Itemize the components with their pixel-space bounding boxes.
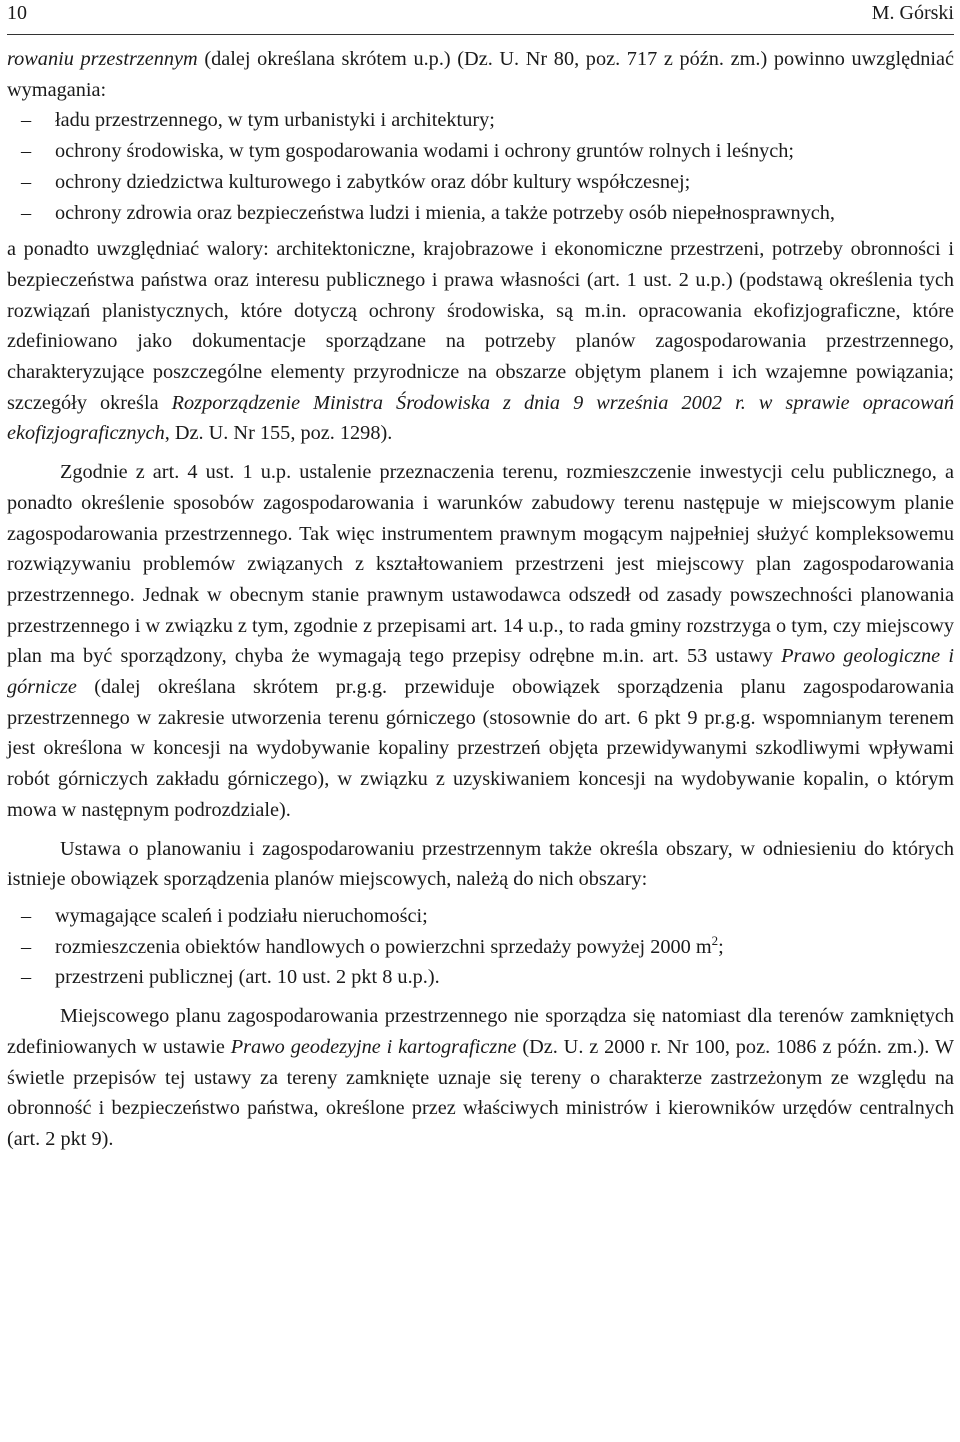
- list-item-punctuation: ;: [718, 935, 724, 958]
- list-item-text: ochrony zdrowia oraz bezpieczeństwa ludzi i mienia, a także potrzeby osób niepełnosprawnych,: [55, 201, 835, 224]
- paragraph-5-continuation: (Dz. U. z 2000 r. Nr 100, poz. 1086 z późn. zm.). W świetle przepisów tej ustawy za tereny zamknięte uznaje się tereny o charakterze zastrzeżonym ze względu na obronność i bezpieczeństwo państwa, określone przez właściwych ministrów i kierowników urzędów centralnych (art. 2 pkt 9).: [7, 1035, 954, 1150]
- paragraph-4: Ustawa o planowaniu i zagospodarowaniu przestrzennym także określa obszary, w odniesieniu do których istnieje obowiązek sporządzenia planów miejscowych, należą do nich obszary:: [7, 837, 954, 891]
- dash-bullet: –: [21, 140, 32, 163]
- page-number: 10: [7, 2, 27, 24]
- list-item: [7, 105, 954, 136]
- paragraph-3-continuation: (dalej określana skrótem pr.g.g. przewiduje obowiązek sporządzenia planu zagospodarowania przestrzennego w zakresie utworzenia terenu górniczego (stosownie do art. 6 pkt 9 pr.g.g. wspomnianym terenem jest określona w koncesji na wydobywanie kopaliny przestrzeń objęta przewidywanymi szkodliwymi wpływami robót górniczych zakładu górniczego), w związku z uzyskiwaniem koncesji na wydobywanie kopalin, o którym mowa w następnym podrozdziale).: [7, 676, 954, 821]
- dash-bullet: –: [21, 966, 32, 989]
- paragraph-1: [7, 44, 954, 105]
- list-item-text: rozmieszczenia obiektów handlowych o powierzchni sprzedaży powyżej 2000 m: [55, 935, 712, 958]
- italic-act-title: Prawo geodezyjne i kartograficzne: [230, 1035, 517, 1058]
- paragraph-2: [7, 234, 954, 449]
- dash-bullet: –: [21, 109, 32, 132]
- list-item-text: wymagające scaleń i podziału nieruchomości;: [55, 904, 428, 927]
- italic-regulation-title: Rozporządzenie Ministra Środowiska z dnia 9 września 2002 r. w sprawie opracowań ekofizjograficznych: [7, 391, 954, 445]
- dash-bullet: –: [21, 170, 32, 193]
- list-item-text: przestrzeni publicznej (art. 10 ust. 2 pkt 8 u.p.).: [55, 966, 440, 989]
- list-item: [7, 198, 954, 229]
- list-item: [7, 136, 954, 167]
- list-item-text: ochrony dziedzictwa kulturowego i zabytków oraz dóbr kultury współczesnej;: [55, 170, 691, 193]
- paragraph-3-text: Zgodnie z art. 4 ust. 1 u.p. ustalenie przeznaczenia terenu, rozmieszczenie inwestycji celu publicznego, a ponadto określenie sposobów zagospodarowania i warunków zabudowy terenu następuje w miejscowym planie zagospodarowania przestrzennego. Tak więc instrumentem prawnym mogącym najpełniej służyć kompleksowemu rozwiązywaniu problemów związanych z kształtowaniem przestrzeni jest miejscowy plan zagospodarowania przestrzennego. Jednak w obecnym stanie prawnym ustawodawca odszedł od zasady powszechności planowania przestrzennego i w związku z tym, zgodnie z przepisami art. 14 u.p., to rada gminy rozstrzyga o tym, czy miejscowy plan ma być sporządzony, chyba że wymagają tego przepisy odrębne m.in. art. 53 ustawy: [7, 461, 954, 668]
- list-item: [7, 962, 954, 993]
- italic-act-title: Prawo geologiczne i górnicze: [7, 645, 954, 699]
- header-rule: [7, 34, 954, 35]
- body-text: [7, 44, 954, 1155]
- paragraph-1-text: (dalej określana skrótem u.p.) (Dz. U. Nr 80, poz. 717 z późn. zm.) powinno uwzględniać wymagania:: [7, 48, 955, 101]
- paragraph-5-text: Miejscowego planu zagospodarowania przestrzennego nie sporządza się natomiast dla terenów zamkniętych zdefiniowanych w ustawie: [7, 1005, 954, 1058]
- superscript: 2: [711, 932, 719, 948]
- running-header: [7, 0, 954, 36]
- list-item-text: ładu przestrzennego, w tym urbanistyki i architektury;: [55, 109, 495, 132]
- requirements-list: [7, 105, 954, 228]
- paragraph-2-citation: , Dz. U. Nr 155, poz. 1298).: [164, 422, 393, 445]
- dash-bullet: –: [21, 904, 32, 927]
- italic-title-fragment: rowaniu przestrzennym: [7, 48, 198, 70]
- list-item: [7, 932, 954, 963]
- list-item: [7, 901, 954, 932]
- paragraph-2-text: a ponadto uwzględniać walory: architektoniczne, krajobrazowe i ekonomiczne przestrzeni, potrzeby obronności i bezpieczeństwa państwa oraz interesu publicznego i prawa własności (art. 1 ust. 2 u.p.) (podstawą określenia tych rozwiązań planistycznych, które dotyczą ochrony środowiska, są m.in. opracowania ekofizjograficzne, które zdefiniowano jako dokumentacje sporządzane na potrzeby planów zagospodarowania przestrzennego, charakteryzujące poszczególne elementy przyrodnicze na obszarze objętym planem i ich wzajemne powiązania; szczegóły określa: [7, 238, 954, 414]
- areas-list: [7, 901, 954, 993]
- paragraph-5: [7, 1001, 954, 1155]
- dash-bullet: –: [21, 201, 32, 224]
- dash-bullet: –: [21, 935, 32, 958]
- list-item: [7, 167, 954, 198]
- running-header-author: M. Górski: [871, 2, 954, 24]
- paragraph-3: [7, 457, 954, 825]
- list-item-text: ochrony środowiska, w tym gospodarowania wodami i ochrony gruntów rolnych i leśnych;: [55, 140, 795, 163]
